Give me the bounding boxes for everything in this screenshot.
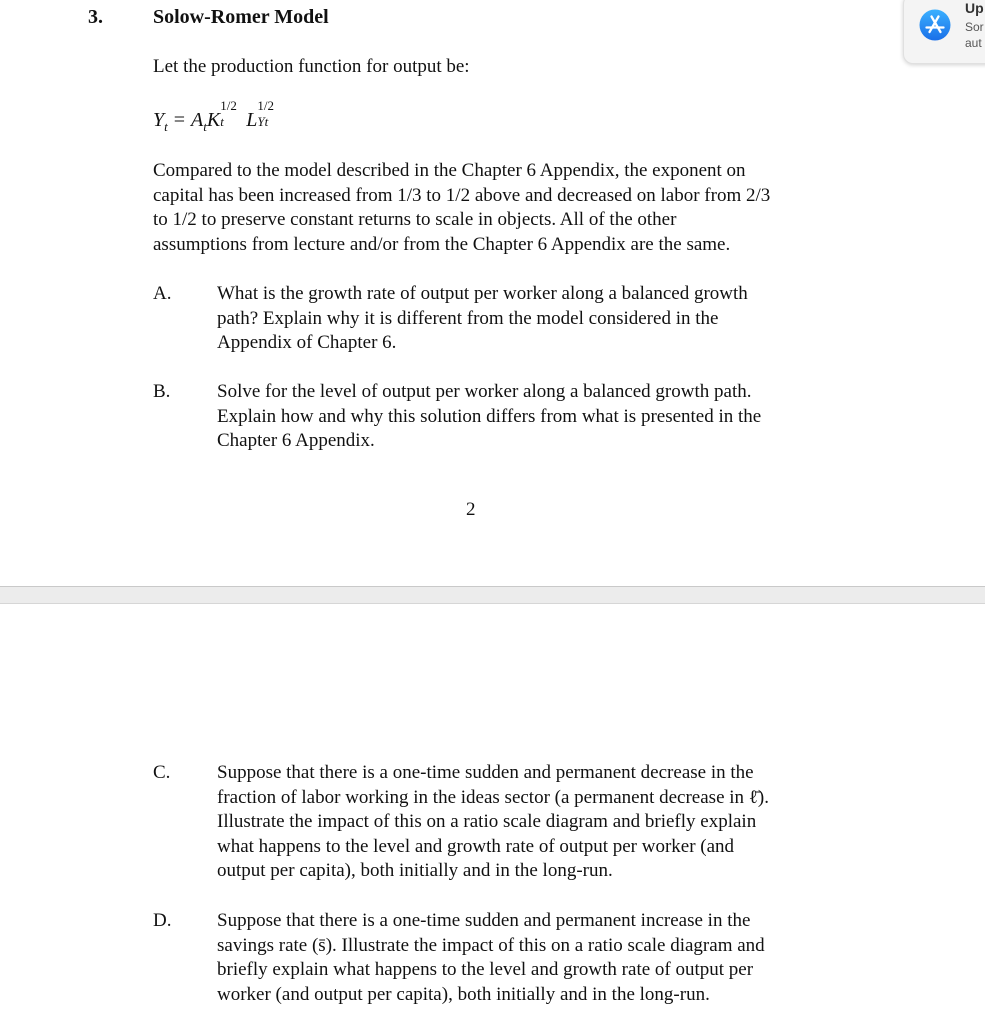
part-c-line: Illustrate the impact of this on a ratio scale diagram and briefly explain <box>217 811 757 833</box>
formula-k-sup: 1/2 <box>220 98 237 113</box>
part-b-letter: B. <box>153 381 171 402</box>
question-title: Solow-Romer Model <box>153 6 329 28</box>
part-a-letter: A. <box>153 283 172 304</box>
part-c-line: output per capita), both initially and in the long-run. <box>217 860 613 882</box>
formula-equals: = <box>173 109 186 131</box>
part-c-text <box>217 761 857 884</box>
formula-y: Y <box>153 109 165 131</box>
formula-a: A <box>191 109 204 131</box>
formula-a-sub: t <box>203 119 207 134</box>
intro-text: Let the production function for output be: <box>153 56 470 77</box>
page-number: 2 <box>466 499 476 520</box>
update-notification[interactable] <box>903 0 985 64</box>
compared-line: capital has been increased from 1/3 to 1/2 above and decreased on labor from 2/3 <box>153 184 771 206</box>
compared-line: to 1/2 to preserve constant returns to scale in objects. All of the other <box>153 209 677 231</box>
part-b-text <box>217 380 857 454</box>
part-a-line: path? Explain why it is different from the model considered in the <box>217 307 719 329</box>
formula-k: K <box>206 109 221 131</box>
app-store-icon <box>919 9 951 41</box>
part-d-line: briefly explain what happens to the level and growth rate of output per <box>217 959 754 981</box>
part-d-text <box>217 909 857 1007</box>
part-b-line: Solve for the level of output per worker along a balanced growth path. <box>217 381 752 402</box>
part-c-line: fraction of labor working in the ideas sector (a permanent decrease in ℓ̄). <box>217 786 769 808</box>
part-a-line: What is the growth rate of output per worker along a balanced growth <box>217 283 748 304</box>
formula-l-scripts <box>257 98 283 129</box>
part-b-line: Chapter 6 Appendix. <box>217 430 375 452</box>
page-break-divider <box>0 586 985 604</box>
compared-line: Compared to the model described in the Chapter 6 Appendix, the exponent on <box>153 160 746 181</box>
notification-line: Sor <box>965 20 984 34</box>
notification-title: Up <box>965 0 984 16</box>
part-a-text <box>217 282 857 356</box>
part-b-line: Explain how and why this solution differs from what is presented in the <box>217 405 762 427</box>
question-number: 3. <box>88 6 103 28</box>
part-c-letter: C. <box>153 762 171 783</box>
formula-l-sub: Yt <box>257 114 269 129</box>
part-c-line: Suppose that there is a one-time sudden and permanent decrease in the <box>217 762 754 783</box>
formula-y-sub: t <box>164 119 168 134</box>
production-function-formula <box>153 98 283 135</box>
part-d-letter: D. <box>153 910 172 931</box>
part-a-line: Appendix of Chapter 6. <box>217 332 397 354</box>
formula-l: L <box>246 109 258 131</box>
notification-line: aut <box>965 36 982 50</box>
part-d-line: savings rate (s̄). Illustrate the impact of this on a ratio scale diagram and <box>217 934 765 956</box>
compared-paragraph <box>153 159 873 257</box>
formula-l-sup: 1/2 <box>257 98 274 113</box>
compared-line: assumptions from lecture and/or from the Chapter 6 Appendix are the same. <box>153 233 731 255</box>
part-d-line: worker (and output per capita), both initially and in the long-run. <box>217 983 710 1005</box>
part-d-line: Suppose that there is a one-time sudden and permanent increase in the <box>217 910 751 931</box>
formula-k-scripts <box>220 98 246 129</box>
formula-k-sub: t <box>220 114 224 129</box>
part-c-line: what happens to the level and growth rate of output per worker (and <box>217 835 735 857</box>
